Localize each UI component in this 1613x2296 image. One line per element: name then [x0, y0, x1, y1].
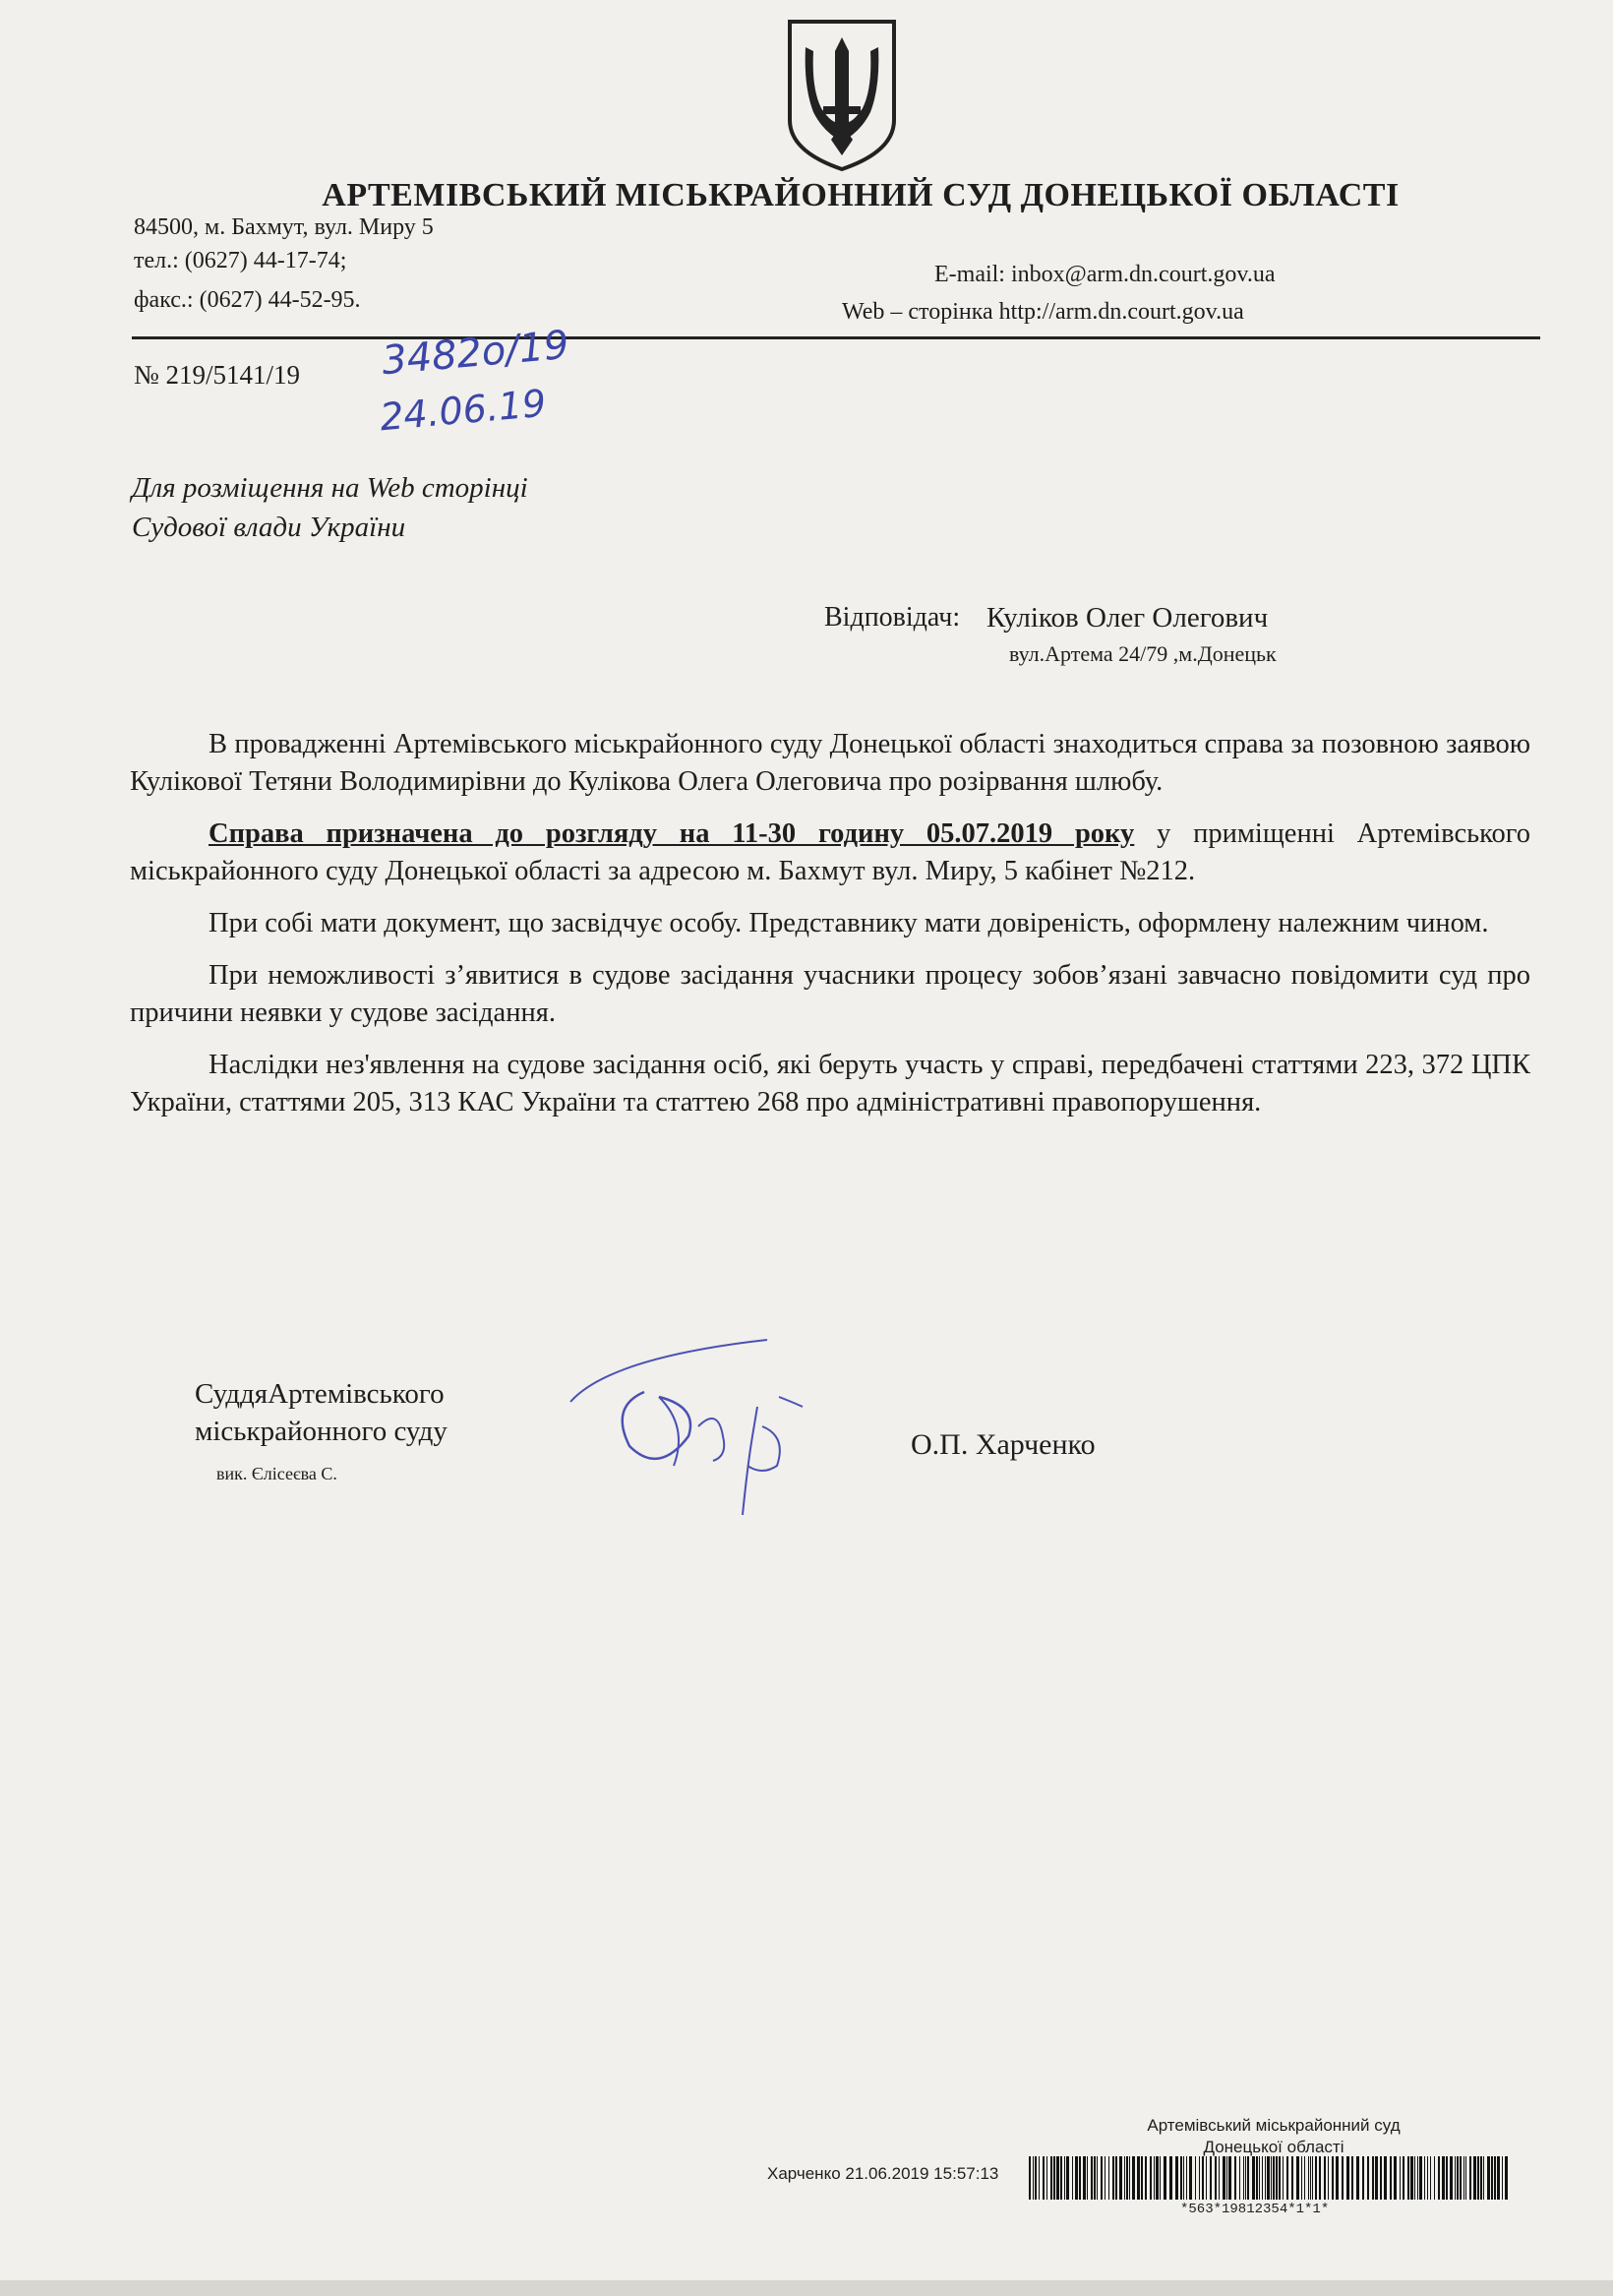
barcode-bar — [1328, 2156, 1329, 2200]
barcode-bar — [1189, 2156, 1192, 2200]
barcode-bar — [1291, 2156, 1293, 2200]
barcode-bar — [1403, 2156, 1404, 2200]
barcode-bar — [1223, 2156, 1225, 2200]
court-email: E-mail: inbox@arm.dn.court.gov.ua — [934, 262, 1276, 287]
barcode-bar — [1156, 2156, 1159, 2200]
barcode-bar — [1252, 2156, 1255, 2200]
barcode-bar — [1228, 2156, 1231, 2200]
barcode-bar — [1336, 2156, 1339, 2200]
barcode-bar — [1457, 2156, 1459, 2200]
executor-note: вик. Єлісеєва С. — [216, 1464, 337, 1483]
barcode-bar — [1087, 2156, 1088, 2200]
barcode-bar — [1483, 2156, 1484, 2200]
barcode-bar — [1137, 2156, 1140, 2200]
barcode-bar — [1247, 2156, 1249, 2200]
barcode-bar — [1312, 2156, 1313, 2200]
barcode-bar — [1239, 2156, 1240, 2200]
barcode-bar — [1473, 2156, 1476, 2200]
defendant-address: вул.Артема 24/79 ,м.Донецьк — [1009, 641, 1277, 666]
barcode-bar — [1319, 2156, 1321, 2200]
barcode-bar — [1400, 2156, 1401, 2200]
barcode-bar — [1362, 2156, 1364, 2200]
barcode-bar — [1315, 2156, 1317, 2200]
barcode-bar — [1075, 2156, 1078, 2200]
barcode-bar — [1442, 2156, 1445, 2200]
barcode-bar — [1183, 2156, 1184, 2200]
barcode-bar — [1487, 2156, 1490, 2200]
barcode-bar — [1119, 2156, 1122, 2200]
barcode-bar — [1394, 2156, 1397, 2200]
barcode-bar — [1164, 2156, 1166, 2200]
document-barcode — [1029, 2156, 1511, 2200]
e-signature-court-line-1: Артемівський міськрайонний суд — [1147, 2116, 1401, 2135]
defendant-name: Куліков Олег Олегович — [986, 602, 1269, 634]
barcode-bar — [1304, 2156, 1305, 2200]
barcode-bar — [1430, 2156, 1431, 2200]
e-signature-signer: Харченко 21.06.2019 15:57:13 — [767, 2164, 999, 2183]
judge-signature — [551, 1318, 875, 1525]
barcode-bar — [1427, 2156, 1428, 2200]
barcode-bar — [1180, 2156, 1182, 2200]
barcode-bar — [1276, 2156, 1278, 2200]
recipient-line-2: Судової влади України — [132, 512, 406, 543]
case-number: № 219/5141/19 — [134, 360, 301, 390]
barcode-bar — [1491, 2156, 1493, 2200]
barcode-bar — [1410, 2156, 1413, 2200]
barcode-bar — [1160, 2156, 1161, 2200]
handwritten-incoming-number: 3482о/19 — [380, 322, 571, 385]
barcode-bar — [1066, 2156, 1069, 2200]
barcode-bar — [1283, 2156, 1284, 2200]
barcode-bar — [1079, 2156, 1081, 2200]
barcode-bar — [1465, 2156, 1466, 2200]
barcode-bar — [1199, 2156, 1200, 2200]
paragraph-case: В провадженні Артемівського міськрайонного суду Донецької області знаходиться справа за позовною заявою Кулікової Тетяни Володимирівни до Кулікова Олега Олеговича про розірвання шлюбу. — [130, 729, 1530, 797]
barcode-bar — [1497, 2156, 1500, 2200]
judge-title — [195, 1375, 448, 1450]
barcode-bar — [1384, 2156, 1387, 2200]
barcode-bar — [1145, 2156, 1147, 2200]
barcode-bar — [1460, 2156, 1462, 2200]
e-signature-court — [1131, 2115, 1416, 2158]
barcode-bar — [1279, 2156, 1281, 2200]
barcode-bar — [1494, 2156, 1496, 2200]
barcode-bar — [1346, 2156, 1349, 2200]
barcode-bar — [1132, 2156, 1135, 2200]
barcode-bar — [1060, 2156, 1062, 2200]
court-website: Web – сторінка http://arm.dn.court.gov.ua — [842, 299, 1244, 325]
paragraph-documents: При собі мати документ, що засвідчує особу. Представнику мати довіреність, оформлену належним чином. — [209, 908, 1489, 938]
barcode-bar — [1091, 2156, 1093, 2200]
barcode-bar — [1206, 2156, 1207, 2200]
barcode-bar — [1234, 2156, 1236, 2200]
barcode-bar — [1243, 2156, 1244, 2200]
barcode-bar — [1407, 2156, 1409, 2200]
barcode-bar — [1301, 2156, 1302, 2200]
barcode-bar — [1050, 2156, 1052, 2200]
paragraph-consequences: Наслідки нез'явлення на судове засідання осіб, які беруть участь у справі, передбачені статтями 223, 372 ЦПК України, статтями 205, 313 КАС України та статтею 268 про адміністративні правопорушення. — [130, 1050, 1530, 1118]
barcode-bar — [1129, 2156, 1130, 2200]
barcode-bar — [1262, 2156, 1263, 2200]
judge-title-line-1: СуддяАртемівського — [195, 1378, 445, 1410]
barcode-bar — [1446, 2156, 1448, 2200]
barcode-bar — [1083, 2156, 1086, 2200]
barcode-bar — [1202, 2156, 1204, 2200]
barcode-bar — [1419, 2156, 1422, 2200]
barcode-bar — [1219, 2156, 1220, 2200]
barcode-bar — [1351, 2156, 1353, 2200]
barcode-bar — [1450, 2156, 1453, 2200]
barcode-bar — [1308, 2156, 1309, 2200]
court-fax: факс.: (0627) 44-52-95. — [134, 287, 361, 313]
paragraph-absence: При неможливості з’явитися в судове засідання учасники процесу зобов’язані завчасно повідомити суд про причини неявки у судове засідання. — [130, 960, 1530, 1028]
judge-title-line-2: міськрайонного суду — [195, 1416, 448, 1447]
barcode-bar — [1064, 2156, 1065, 2200]
barcode-bar — [1502, 2156, 1503, 2200]
barcode-bar — [1434, 2156, 1435, 2200]
barcode-bar — [1424, 2156, 1425, 2200]
e-signature-court-line-2: Донецької області — [1203, 2138, 1344, 2156]
barcode-bar — [1210, 2156, 1212, 2200]
barcode-bar — [1390, 2156, 1392, 2200]
barcode-bar — [1175, 2156, 1178, 2200]
barcode-bar — [1271, 2156, 1272, 2200]
barcode-bar — [1380, 2156, 1382, 2200]
barcode-bar — [1480, 2156, 1482, 2200]
barcode-number: *563*19812354*1*1* — [1180, 2202, 1330, 2217]
barcode-bar — [1273, 2156, 1275, 2200]
barcode-bar — [1124, 2156, 1125, 2200]
header-divider — [132, 336, 1540, 339]
barcode-bar — [1245, 2156, 1246, 2200]
barcode-bar — [1101, 2156, 1103, 2200]
barcode-bar — [1053, 2156, 1055, 2200]
barcode-bar — [1115, 2156, 1117, 2200]
barcode-bar — [1372, 2156, 1374, 2200]
barcode-bar — [1324, 2156, 1326, 2200]
barcode-bar — [1126, 2156, 1128, 2200]
barcode-bar — [1033, 2156, 1034, 2200]
barcode-bar — [1150, 2156, 1152, 2200]
barcode-bar — [1417, 2156, 1418, 2200]
court-name-heading: АРТЕМІВСЬКИЙ МІСЬКРАЙОННИЙ СУД ДОНЕЦЬКОЇ ОБЛАСТІ — [322, 177, 1400, 213]
barcode-bar — [1195, 2156, 1196, 2200]
barcode-bar — [1455, 2156, 1456, 2200]
barcode-bar — [1215, 2156, 1217, 2200]
barcode-bar — [1108, 2156, 1109, 2200]
barcode-bar — [1056, 2156, 1059, 2200]
hearing-date-statement: Справа призначена до розгляду на 11-30 годину 05.07.2019 року — [209, 818, 1135, 849]
barcode-bar — [1043, 2156, 1045, 2200]
barcode-bar — [1342, 2156, 1344, 2200]
barcode-bar — [1035, 2156, 1037, 2200]
barcode-bar — [1296, 2156, 1299, 2200]
handwritten-incoming-date: 24.06.19 — [378, 381, 548, 440]
hearing-location: у приміщенні Артемівського міськрайонного суду Донецької області за адресою м. Бахмут вул. Миру, 5 кабінет №212. — [130, 818, 1530, 886]
barcode-bar — [1072, 2156, 1073, 2200]
barcode-bar — [1414, 2156, 1415, 2200]
court-address: 84500, м. Бахмут, вул. Миру 5 — [134, 214, 434, 240]
barcode-bar — [1477, 2156, 1479, 2200]
barcode-bar — [1154, 2156, 1155, 2200]
barcode-bar — [1367, 2156, 1369, 2200]
barcode-bar — [1356, 2156, 1359, 2200]
barcode-bar — [1141, 2156, 1143, 2200]
judge-name: О.П. Харченко — [911, 1428, 1096, 1461]
coat-of-arms-emblem — [784, 18, 900, 173]
barcode-bar — [1505, 2156, 1508, 2200]
barcode-bar — [1094, 2156, 1096, 2200]
barcode-bar — [1169, 2156, 1172, 2200]
defendant-label: Відповідач: — [824, 602, 961, 633]
court-phone: тел.: (0627) 44-17-74; — [134, 248, 347, 273]
paragraph-schedule — [130, 816, 1530, 890]
barcode-bar — [1256, 2156, 1258, 2200]
barcode-bar — [1029, 2156, 1031, 2200]
barcode-bar — [1375, 2156, 1378, 2200]
barcode-bar — [1226, 2156, 1227, 2200]
notice-body — [130, 726, 1530, 1136]
barcode-bar — [1186, 2156, 1187, 2200]
scan-edge — [0, 2280, 1613, 2296]
barcode-bar — [1286, 2156, 1288, 2200]
barcode-bar — [1267, 2156, 1270, 2200]
barcode-bar — [1265, 2156, 1266, 2200]
barcode-bar — [1469, 2156, 1471, 2200]
barcode-bar — [1097, 2156, 1098, 2200]
barcode-bar — [1332, 2156, 1334, 2200]
barcode-bar — [1112, 2156, 1114, 2200]
barcode-bar — [1046, 2156, 1047, 2200]
barcode-bar — [1310, 2156, 1311, 2200]
barcode-bar — [1039, 2156, 1040, 2200]
barcode-bar — [1438, 2156, 1440, 2200]
recipient-line-1: Для розміщення на Web сторінці — [132, 472, 528, 504]
barcode-bar — [1259, 2156, 1260, 2200]
